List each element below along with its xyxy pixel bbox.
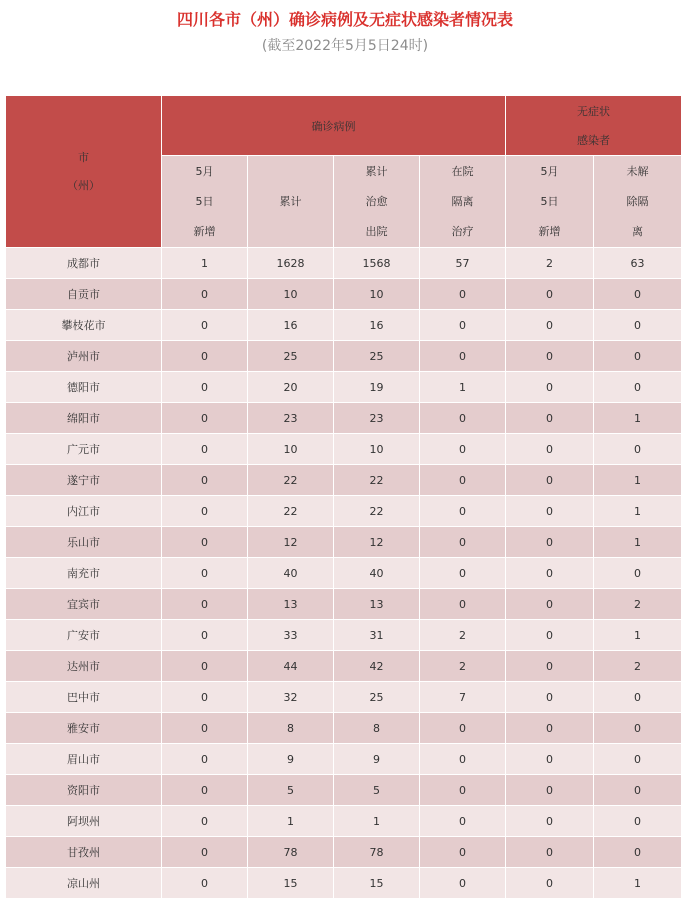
new-asymptomatic-cell: 0 <box>506 806 594 837</box>
new-confirmed-cell: 0 <box>162 713 248 744</box>
discharged-cell: 40 <box>334 558 420 589</box>
city-name-cell: 德阳市 <box>6 372 162 403</box>
under-observation-cell: 0 <box>594 744 682 775</box>
new-asymptomatic-cell: 0 <box>506 310 594 341</box>
under-observation-cell: 1 <box>594 403 682 434</box>
city-name-cell: 泸州市 <box>6 341 162 372</box>
cumulative-cell: 22 <box>248 465 334 496</box>
header-city: 市 （州） <box>6 96 162 248</box>
in-hospital-cell: 0 <box>420 589 506 620</box>
in-hospital-cell: 0 <box>420 310 506 341</box>
table-row <box>6 310 682 341</box>
new-asymptomatic-cell: 0 <box>506 496 594 527</box>
city-name-cell: 南充市 <box>6 558 162 589</box>
new-confirmed-cell: 0 <box>162 465 248 496</box>
discharged-cell: 15 <box>334 868 420 899</box>
under-observation-cell: 0 <box>594 558 682 589</box>
under-observation-cell: 63 <box>594 248 682 279</box>
header-new-confirmed: 5月 5日 新增 <box>162 156 248 248</box>
new-asymptomatic-cell: 0 <box>506 527 594 558</box>
new-confirmed-cell: 0 <box>162 837 248 868</box>
table-row <box>6 651 682 682</box>
new-asymptomatic-cell: 2 <box>506 248 594 279</box>
city-name-cell: 资阳市 <box>6 775 162 806</box>
new-asymptomatic-cell: 0 <box>506 434 594 465</box>
discharged-cell: 8 <box>334 713 420 744</box>
case-table <box>5 95 682 899</box>
new-asymptomatic-cell: 0 <box>506 744 594 775</box>
new-asymptomatic-cell: 0 <box>506 589 594 620</box>
table-row <box>6 403 682 434</box>
table-row <box>6 496 682 527</box>
in-hospital-cell: 0 <box>420 496 506 527</box>
in-hospital-cell: 0 <box>420 837 506 868</box>
city-name-cell: 广安市 <box>6 620 162 651</box>
page-subtitle: (截至2022年5月5日24时) <box>261 38 429 54</box>
discharged-cell: 25 <box>334 341 420 372</box>
table-row <box>6 434 682 465</box>
cumulative-cell: 1628 <box>248 248 334 279</box>
new-confirmed-cell: 0 <box>162 279 248 310</box>
header-discharged: 累计 治愈 出院 <box>334 156 420 248</box>
under-observation-cell: 0 <box>594 837 682 868</box>
new-asymptomatic-cell: 0 <box>506 682 594 713</box>
new-asymptomatic-cell: 0 <box>506 372 594 403</box>
new-confirmed-cell: 0 <box>162 682 248 713</box>
under-observation-cell: 1 <box>594 527 682 558</box>
new-confirmed-cell: 0 <box>162 806 248 837</box>
cumulative-cell: 9 <box>248 744 334 775</box>
new-confirmed-cell: 0 <box>162 527 248 558</box>
discharged-cell: 12 <box>334 527 420 558</box>
cumulative-cell: 1 <box>248 806 334 837</box>
header-under-observation: 未解 除隔 离 <box>594 156 682 248</box>
discharged-cell: 23 <box>334 403 420 434</box>
new-asymptomatic-cell: 0 <box>506 558 594 589</box>
new-confirmed-cell: 0 <box>162 620 248 651</box>
new-asymptomatic-cell: 0 <box>506 837 594 868</box>
new-asymptomatic-cell: 0 <box>506 775 594 806</box>
under-observation-cell: 0 <box>594 372 682 403</box>
table-row <box>6 527 682 558</box>
in-hospital-cell: 0 <box>420 558 506 589</box>
in-hospital-cell: 0 <box>420 744 506 775</box>
cumulative-cell: 25 <box>248 341 334 372</box>
under-observation-cell: 0 <box>594 682 682 713</box>
cumulative-cell: 8 <box>248 713 334 744</box>
table-row <box>6 868 682 899</box>
new-confirmed-cell: 0 <box>162 341 248 372</box>
under-observation-cell: 0 <box>594 713 682 744</box>
in-hospital-cell: 0 <box>420 434 506 465</box>
new-confirmed-cell: 0 <box>162 558 248 589</box>
in-hospital-cell: 7 <box>420 682 506 713</box>
new-confirmed-cell: 0 <box>162 434 248 465</box>
city-name-cell: 内江市 <box>6 496 162 527</box>
in-hospital-cell: 0 <box>420 775 506 806</box>
cumulative-cell: 32 <box>248 682 334 713</box>
under-observation-cell: 1 <box>594 496 682 527</box>
cumulative-cell: 44 <box>248 651 334 682</box>
new-asymptomatic-cell: 0 <box>506 713 594 744</box>
city-name-cell: 成都市 <box>6 248 162 279</box>
new-confirmed-cell: 0 <box>162 403 248 434</box>
new-asymptomatic-cell: 0 <box>506 465 594 496</box>
city-name-cell: 阿坝州 <box>6 806 162 837</box>
new-asymptomatic-cell: 0 <box>506 620 594 651</box>
discharged-cell: 22 <box>334 496 420 527</box>
table-row <box>6 713 682 744</box>
in-hospital-cell: 2 <box>420 651 506 682</box>
under-observation-cell: 2 <box>594 589 682 620</box>
table-row <box>6 589 682 620</box>
table-row <box>6 682 682 713</box>
discharged-cell: 5 <box>334 775 420 806</box>
in-hospital-cell: 57 <box>420 248 506 279</box>
under-observation-cell: 2 <box>594 651 682 682</box>
new-confirmed-cell: 0 <box>162 372 248 403</box>
city-name-cell: 达州市 <box>6 651 162 682</box>
city-name-cell: 甘孜州 <box>6 837 162 868</box>
cumulative-cell: 33 <box>248 620 334 651</box>
under-observation-cell: 0 <box>594 434 682 465</box>
discharged-cell: 42 <box>334 651 420 682</box>
in-hospital-cell: 0 <box>420 806 506 837</box>
cumulative-cell: 78 <box>248 837 334 868</box>
discharged-cell: 25 <box>334 682 420 713</box>
cumulative-cell: 13 <box>248 589 334 620</box>
city-name-cell: 眉山市 <box>6 744 162 775</box>
under-observation-cell: 0 <box>594 806 682 837</box>
city-name-cell: 乐山市 <box>6 527 162 558</box>
new-confirmed-cell: 0 <box>162 651 248 682</box>
discharged-cell: 31 <box>334 620 420 651</box>
table-row <box>6 744 682 775</box>
under-observation-cell: 0 <box>594 341 682 372</box>
cumulative-cell: 12 <box>248 527 334 558</box>
in-hospital-cell: 1 <box>420 372 506 403</box>
in-hospital-cell: 2 <box>420 620 506 651</box>
new-confirmed-cell: 0 <box>162 589 248 620</box>
under-observation-cell: 1 <box>594 868 682 899</box>
city-name-cell: 遂宁市 <box>6 465 162 496</box>
page-title: 四川各市（州）确诊病例及无症状感染者情况表 <box>176 10 513 29</box>
discharged-cell: 78 <box>334 837 420 868</box>
in-hospital-cell: 0 <box>420 527 506 558</box>
cumulative-cell: 10 <box>248 434 334 465</box>
discharged-cell: 22 <box>334 465 420 496</box>
city-name-cell: 巴中市 <box>6 682 162 713</box>
new-confirmed-cell: 0 <box>162 310 248 341</box>
table-row <box>6 558 682 589</box>
header-new-asymptomatic: 5月 5日 新增 <box>506 156 594 248</box>
discharged-cell: 1 <box>334 806 420 837</box>
table-row <box>6 372 682 403</box>
cumulative-cell: 22 <box>248 496 334 527</box>
new-confirmed-cell: 0 <box>162 744 248 775</box>
city-name-cell: 绵阳市 <box>6 403 162 434</box>
discharged-cell: 10 <box>334 279 420 310</box>
table-row <box>6 465 682 496</box>
new-confirmed-cell: 0 <box>162 868 248 899</box>
under-observation-cell: 1 <box>594 465 682 496</box>
new-asymptomatic-cell: 0 <box>506 279 594 310</box>
new-asymptomatic-cell: 0 <box>506 868 594 899</box>
cumulative-cell: 15 <box>248 868 334 899</box>
under-observation-cell: 1 <box>594 620 682 651</box>
discharged-cell: 10 <box>334 434 420 465</box>
header-asymptomatic: 无症状 感染者 <box>506 96 682 156</box>
in-hospital-cell: 0 <box>420 465 506 496</box>
table-row <box>6 341 682 372</box>
cumulative-cell: 40 <box>248 558 334 589</box>
header-cumulative: 累计 <box>248 156 334 248</box>
city-name-cell: 凉山州 <box>6 868 162 899</box>
table-row <box>6 806 682 837</box>
in-hospital-cell: 0 <box>420 341 506 372</box>
new-asymptomatic-cell: 0 <box>506 651 594 682</box>
under-observation-cell: 0 <box>594 310 682 341</box>
new-confirmed-cell: 0 <box>162 496 248 527</box>
in-hospital-cell: 0 <box>420 279 506 310</box>
cumulative-cell: 10 <box>248 279 334 310</box>
new-confirmed-cell: 0 <box>162 775 248 806</box>
discharged-cell: 9 <box>334 744 420 775</box>
cumulative-cell: 5 <box>248 775 334 806</box>
header-confirmed: 确诊病例 <box>162 96 506 156</box>
under-observation-cell: 0 <box>594 279 682 310</box>
table-row <box>6 248 682 279</box>
city-name-cell: 自贡市 <box>6 279 162 310</box>
table-row <box>6 837 682 868</box>
discharged-cell: 13 <box>334 589 420 620</box>
in-hospital-cell: 0 <box>420 713 506 744</box>
city-name-cell: 广元市 <box>6 434 162 465</box>
table-body <box>6 248 682 899</box>
discharged-cell: 19 <box>334 372 420 403</box>
header-in-hospital: 在院 隔离 治疗 <box>420 156 506 248</box>
cumulative-cell: 16 <box>248 310 334 341</box>
new-confirmed-cell: 1 <box>162 248 248 279</box>
city-name-cell: 雅安市 <box>6 713 162 744</box>
city-name-cell: 宜宾市 <box>6 589 162 620</box>
in-hospital-cell: 0 <box>420 868 506 899</box>
in-hospital-cell: 0 <box>420 403 506 434</box>
table-row <box>6 620 682 651</box>
new-asymptomatic-cell: 0 <box>506 403 594 434</box>
under-observation-cell: 0 <box>594 775 682 806</box>
table-row <box>6 775 682 806</box>
city-name-cell: 攀枝花市 <box>6 310 162 341</box>
discharged-cell: 1568 <box>334 248 420 279</box>
new-asymptomatic-cell: 0 <box>506 341 594 372</box>
table-row <box>6 279 682 310</box>
cumulative-cell: 20 <box>248 372 334 403</box>
cumulative-cell: 23 <box>248 403 334 434</box>
discharged-cell: 16 <box>334 310 420 341</box>
